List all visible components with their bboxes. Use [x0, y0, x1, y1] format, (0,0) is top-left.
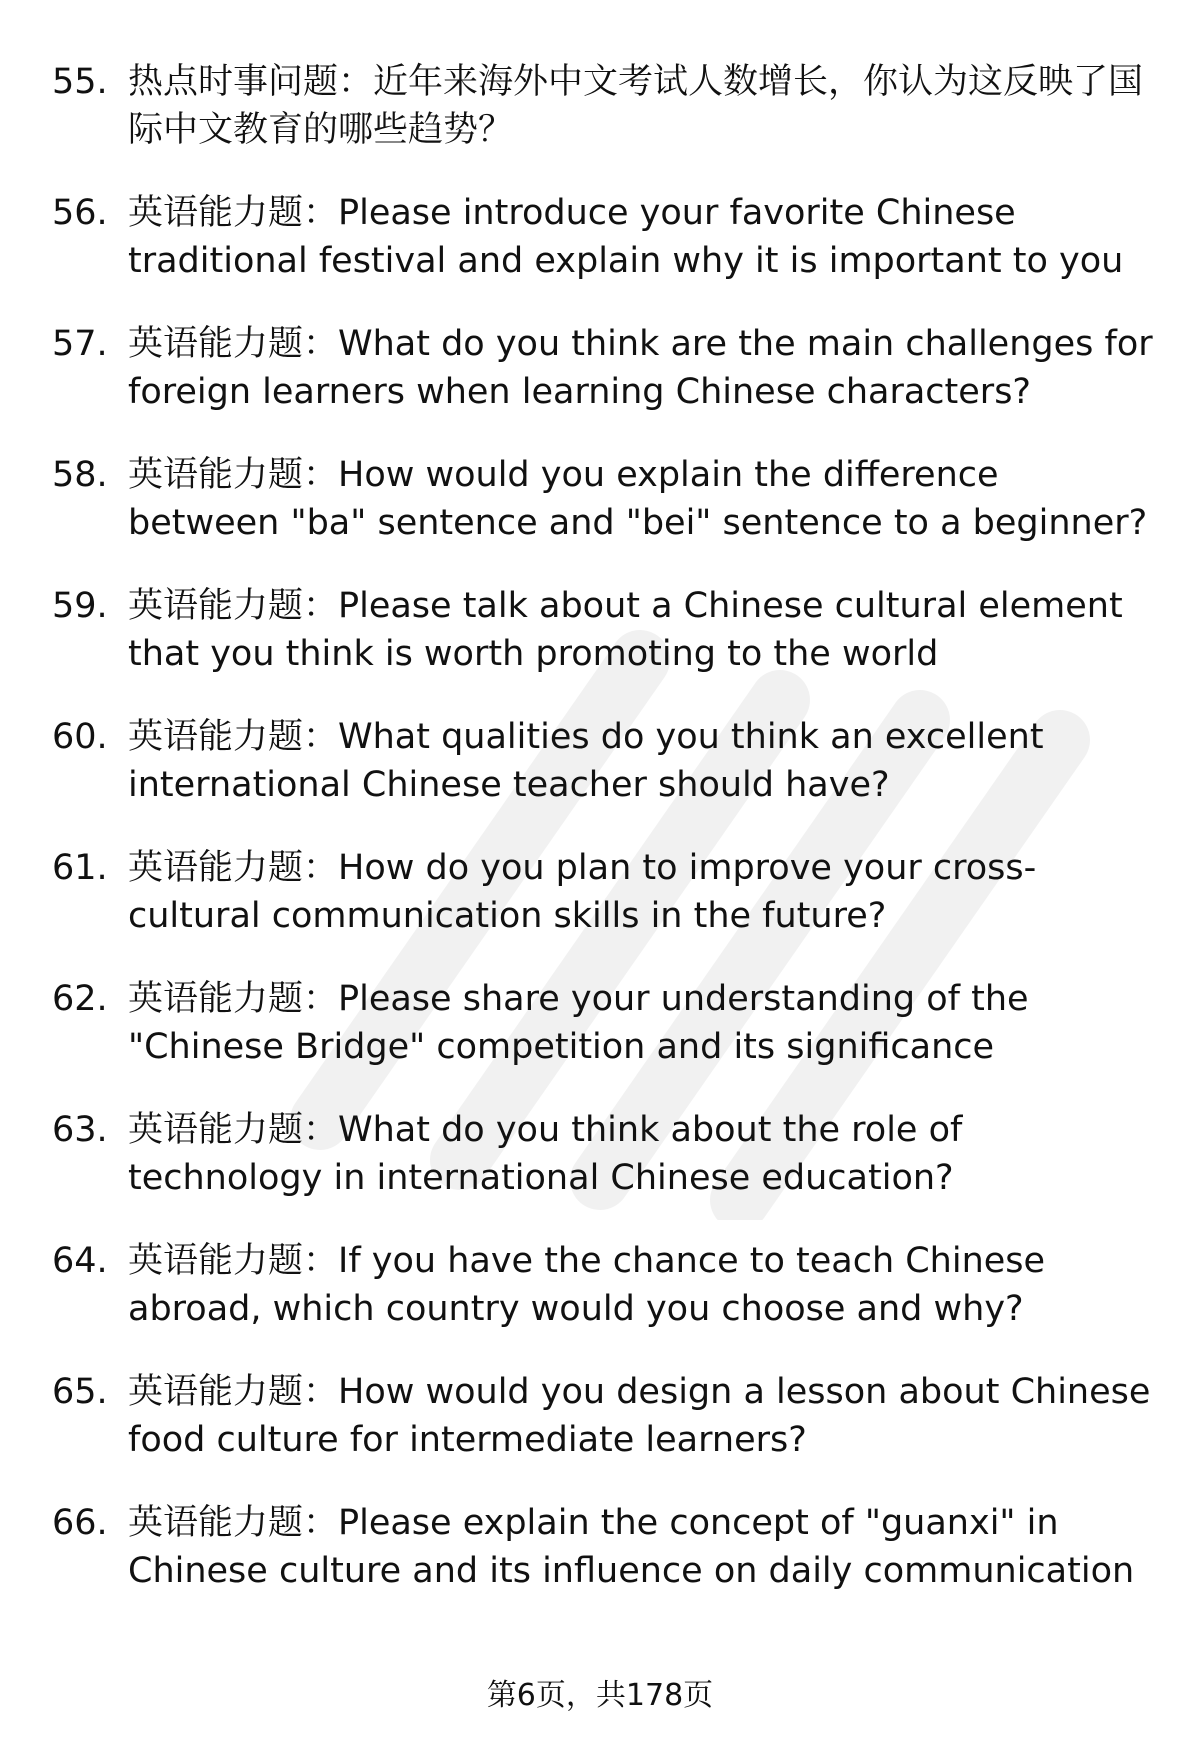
question-number: 65. [52, 1372, 108, 1412]
question-item [0, 58, 1200, 189]
question-number: 55. [52, 62, 108, 102]
question-item [0, 713, 1200, 844]
question-number: 60. [52, 717, 108, 757]
question-text: 英语能力题：How would you design a lesson about Chinese food culture for intermediate learners? [128, 1372, 1151, 1460]
question-item [0, 1368, 1200, 1499]
question-item [0, 844, 1200, 975]
question-item [0, 320, 1200, 451]
question-item [0, 582, 1200, 713]
question-text: 英语能力题：Please share your understanding of the "Chinese Bridge" competition and its significance [128, 979, 1029, 1067]
question-number: 61. [52, 848, 108, 888]
question-text: 热点时事问题：近年来海外中文考试人数增长，你认为这反映了国际中文教育的哪些趋势？ [128, 62, 1144, 150]
question-text: 英语能力题：What qualities do you think an excellent international Chinese teacher should have? [128, 717, 1044, 805]
question-number: 64. [52, 1241, 108, 1281]
question-item [0, 1499, 1200, 1630]
question-text: 英语能力题：How would you explain the difference between "ba" sentence and "bei" sentence to a beginner? [128, 455, 1148, 543]
question-text: 英语能力题：What do you think are the main challenges for foreign learners when learning Chinese characters? [128, 324, 1153, 412]
question-item [0, 1237, 1200, 1368]
question-number: 59. [52, 586, 108, 626]
question-text: 英语能力题：Please talk about a Chinese cultural element that you think is worth promoting to the world [128, 586, 1123, 674]
question-item [0, 1106, 1200, 1237]
question-number: 63. [52, 1110, 108, 1150]
question-number: 66. [52, 1503, 108, 1543]
question-number: 58. [52, 455, 108, 495]
question-number: 57. [52, 324, 108, 364]
question-text: 英语能力题：If you have the chance to teach Chinese abroad, which country would you choose and why? [128, 1241, 1046, 1329]
question-list [0, 58, 1200, 1630]
question-text: 英语能力题：Please introduce your favorite Chinese traditional festival and explain why it is important to you [128, 193, 1124, 281]
page-indicator: 第6页，共178页 [486, 1678, 714, 1713]
question-text: 英语能力题：What do you think about the role of technology in international Chinese education? [128, 1110, 963, 1198]
question-item [0, 189, 1200, 320]
question-item [0, 451, 1200, 582]
question-text: 英语能力题：Please explain the concept of "guanxi" in Chinese culture and its influence on daily communication [128, 1503, 1135, 1591]
question-item [0, 975, 1200, 1106]
question-number: 62. [52, 979, 108, 1019]
question-number: 56. [52, 193, 108, 233]
question-text: 英语能力题：How do you plan to improve your cross-cultural communication skills in the future? [128, 848, 1037, 936]
